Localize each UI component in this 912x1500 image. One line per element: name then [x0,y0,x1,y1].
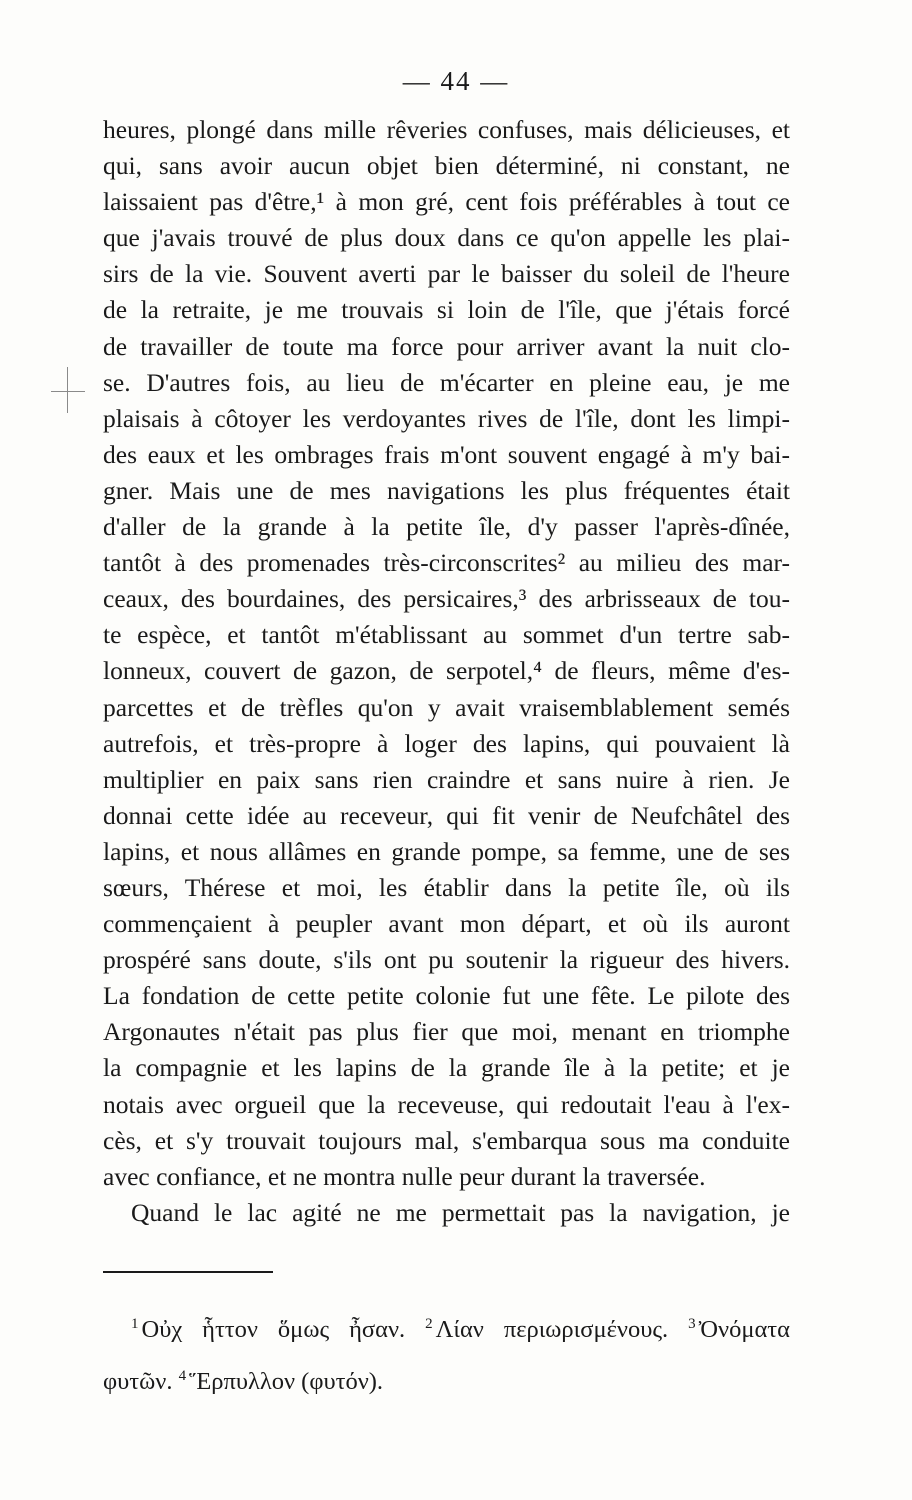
text-line: avec confiance, et ne montra nulle peur durant la traversée. [103,1161,706,1191]
footnote-marker: 3 [688,1316,696,1332]
text-line: commençaient à peupler avant mon départ, et où ils auront [103,909,790,939]
footnotes [103,1298,790,1402]
text-line: se. D'autres fois, au lieu de m'écarter en pleine eau, je me [103,367,790,397]
text-line: d'aller de la grande à la petite île, d'y passer l'après-dînée, [103,512,790,542]
text-line: gner. Mais une de mes navigations les plus fréquentes était [103,475,790,505]
text-line: autrefois, et très-propre à loger des lapins, qui pouvaient là [103,728,790,758]
text-line: lapins, et nous allâmes en grande pompe, sa femme, une de ses [103,836,790,866]
text-line: notais avec orgueil que la receveuse, qui redoutait l'eau à l'ex- [103,1089,790,1119]
text-line: la compagnie et les lapins de la grande île à la petite; et je [103,1053,790,1083]
text-line: La fondation de cette petite colonie fut une fête. Le pilote des [103,981,790,1011]
text-line: parcettes et de trèfles qu'on y avait vraisemblablement semés [103,692,790,722]
footnote-marker: 2 [425,1316,433,1332]
text-line: donnai cette idée au receveur, qui fit venir de Neufchâtel des [103,800,790,830]
text-line: qui, sans avoir aucun objet bien déterminé, ni constant, ne [103,151,790,181]
footnote-marker: 4 [178,1368,187,1384]
text-line: cès, et s'y trouvait toujours mal, s'embarqua sous ma conduite [103,1125,790,1155]
text-line: multiplier en paix sans rien craindre et sans nuire à rien. Je [103,764,790,794]
text-line: sirs de la vie. Souvent averti par le baisser du soleil de l'heure [103,259,790,289]
text-line: ceaux, des bourdaines, des persicaires,³ des arbrisseaux de tou- [103,584,790,614]
paragraph-start-line: Quand le lac agité ne me permettait pas la navigation, je [131,1197,790,1227]
text-line: heures, plongé dans mille rêveries confuses, mais délicieuses, et [103,115,790,144]
text-line: prospéré sans doute, s'ils ont pu soutenir la rigueur des hivers. [103,945,790,975]
footnote-text: Λίαν περιωρισμένους. [435,1316,669,1344]
body-text [103,112,790,1231]
footnote-separator [103,1271,273,1273]
footnote-line [103,1298,790,1350]
footnote-text: Οὐχ ἧττον ὅμως ἦσαν. [141,1316,406,1344]
text-line: de la retraite, je me trouvais si loin de l'île, que j'étais forcé [103,295,790,325]
text-line: laissaient pas d'être,¹ à mon gré, cent fois préférables à tout ce [103,187,790,217]
margin-cross-mark [51,367,85,413]
footnote-text: Ὀνόματα [698,1316,790,1344]
text-line: lonneux, couvert de gazon, de serpotel,⁴ de fleurs, même d'es- [103,656,790,686]
footnote-text: φυτῶν. [103,1368,173,1396]
page-number: — 44 — [402,66,510,96]
footnote-line [103,1350,790,1402]
text-line: Argonautes n'était pas plus fier que moi, menant en triomphe [103,1017,790,1047]
text-line: sœurs, Thérese et moi, les établir dans la petite île, où ils [103,872,790,902]
text-line: des eaux et les ombrages frais m'ont souvent engagé à m'y bai- [103,439,790,469]
footnote-marker: 1 [131,1316,139,1332]
text-line: tantôt à des promenades très-circonscrites² au milieu des mar- [103,548,790,578]
text-line: que j'avais trouvé de plus doux dans ce qu'on appelle les plai- [103,223,790,253]
footnote-text: Ἕρπυλλον (φυτόν). [189,1368,384,1396]
text-line: plaisais à côtoyer les verdoyantes rives de l'île, dont les limpi- [103,403,790,433]
text-line: de travailler de toute ma force pour arriver avant la nuit clo- [103,331,790,361]
text-line: te espèce, et tantôt m'établissant au sommet d'un tertre sab- [103,620,790,650]
